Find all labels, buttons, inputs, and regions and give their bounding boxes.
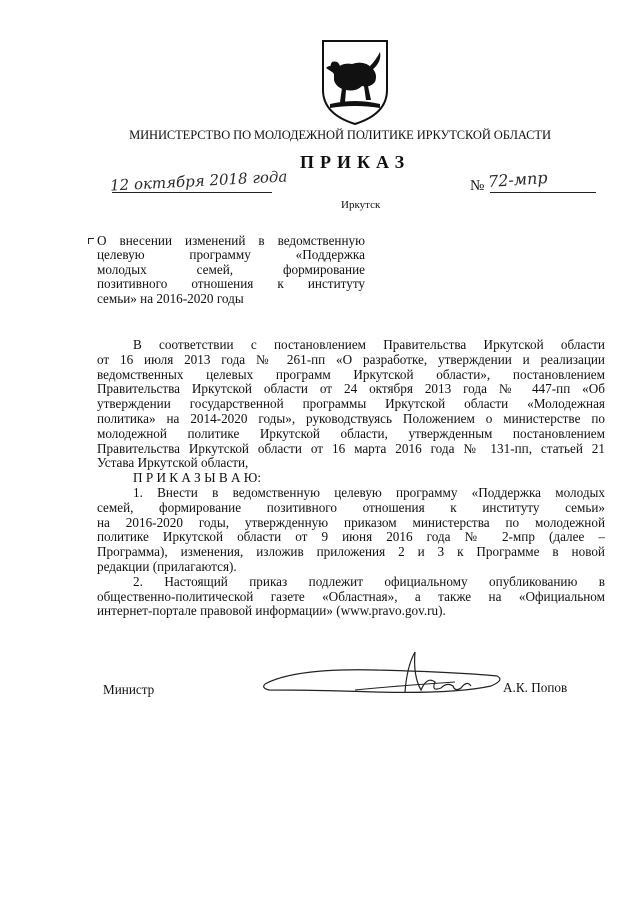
- ministry-title: МИНИСТЕРСТВО ПО МОЛОДЕЖНОЙ ПОЛИТИКЕ ИРКУТСКОЙ ОБЛАСТИ: [129, 128, 551, 142]
- number-underline: [490, 192, 596, 193]
- subject-line: О внесении изменений в ведомственную: [97, 233, 365, 248]
- coat-of-arms-icon: [320, 38, 390, 126]
- body-line: 1. Внести в ведомственную целевую программу «Поддержка молодых: [133, 484, 605, 500]
- body-line: Правительства Иркутской области от 16 марта 2016 года № 131-пп, статьей 21: [97, 440, 605, 456]
- body-line: семей, формирование позитивного отношения к институту семьи»: [97, 499, 605, 515]
- city-label: Иркутск: [341, 199, 381, 211]
- body-line: ведомственных целевых программ Иркутской области», постановлением: [97, 366, 605, 382]
- body-line: политика» на 2014-2020 годы», руководствуясь Положением о министерстве по: [97, 410, 605, 426]
- body-line: 2. Настоящий приказ подлежит официальному опубликованию в: [133, 573, 605, 589]
- body-line: политике Иркутской области от 9 июня 2016 года № 2-мпр (далее –: [97, 529, 605, 545]
- body-line: утверждении государственной программы Иркутской области «Молодежная: [97, 396, 605, 412]
- document-subject: [97, 234, 365, 306]
- body-line: Программа), изменения, изложив приложения 2 и 3 к Программе в новой: [97, 544, 605, 560]
- subject-line: семьи» на 2016-2020 годы: [97, 290, 244, 306]
- date-underline: [112, 192, 272, 193]
- body-line: молодежной политике Иркутской области, утвержденным постановлением: [97, 425, 605, 441]
- handwritten-signature: [255, 646, 515, 704]
- body-line: общественно-политической газете «Областная», а также на «Официальном: [97, 588, 605, 604]
- body-line: Правительства Иркутской области от 24 октября 2013 года № 447-пп «Об: [97, 381, 605, 397]
- subject-corner-mark: [88, 238, 94, 244]
- handwritten-date: 12 октября 2018 года: [109, 167, 288, 195]
- signatory-title: Министр: [103, 682, 155, 697]
- handwritten-number: 72-мпр: [487, 167, 549, 192]
- order-keyword: П Р И К А З Ы В А Ю:: [133, 470, 262, 486]
- body-line: на 2016-2020 годы, утвержденную приказом министерства по молодежной: [97, 514, 605, 530]
- subject-line: позитивного отношения к институту: [97, 276, 365, 292]
- subject-line: целевую программу «Поддержка: [97, 247, 365, 263]
- body-line: интернет-портале правовой информации» (www.pravo.gov.ru).: [97, 603, 446, 619]
- body-line: В соответствии с постановлением Правительства Иркутской области: [133, 337, 605, 352]
- subject-line: молодых семей, формирование: [97, 261, 365, 277]
- body-line: Устава Иркутской области,: [97, 455, 249, 471]
- number-sign: №: [470, 178, 485, 194]
- body-line: редакции (прилагаются).: [97, 558, 237, 574]
- document-type-heading: ПРИКАЗ: [300, 152, 411, 172]
- document-body: [97, 338, 605, 619]
- body-line: от 16 июля 2013 года № 261-пп «О разработке, утверждении и реализации: [97, 351, 605, 367]
- signatory-name: А.К. Попов: [503, 680, 568, 695]
